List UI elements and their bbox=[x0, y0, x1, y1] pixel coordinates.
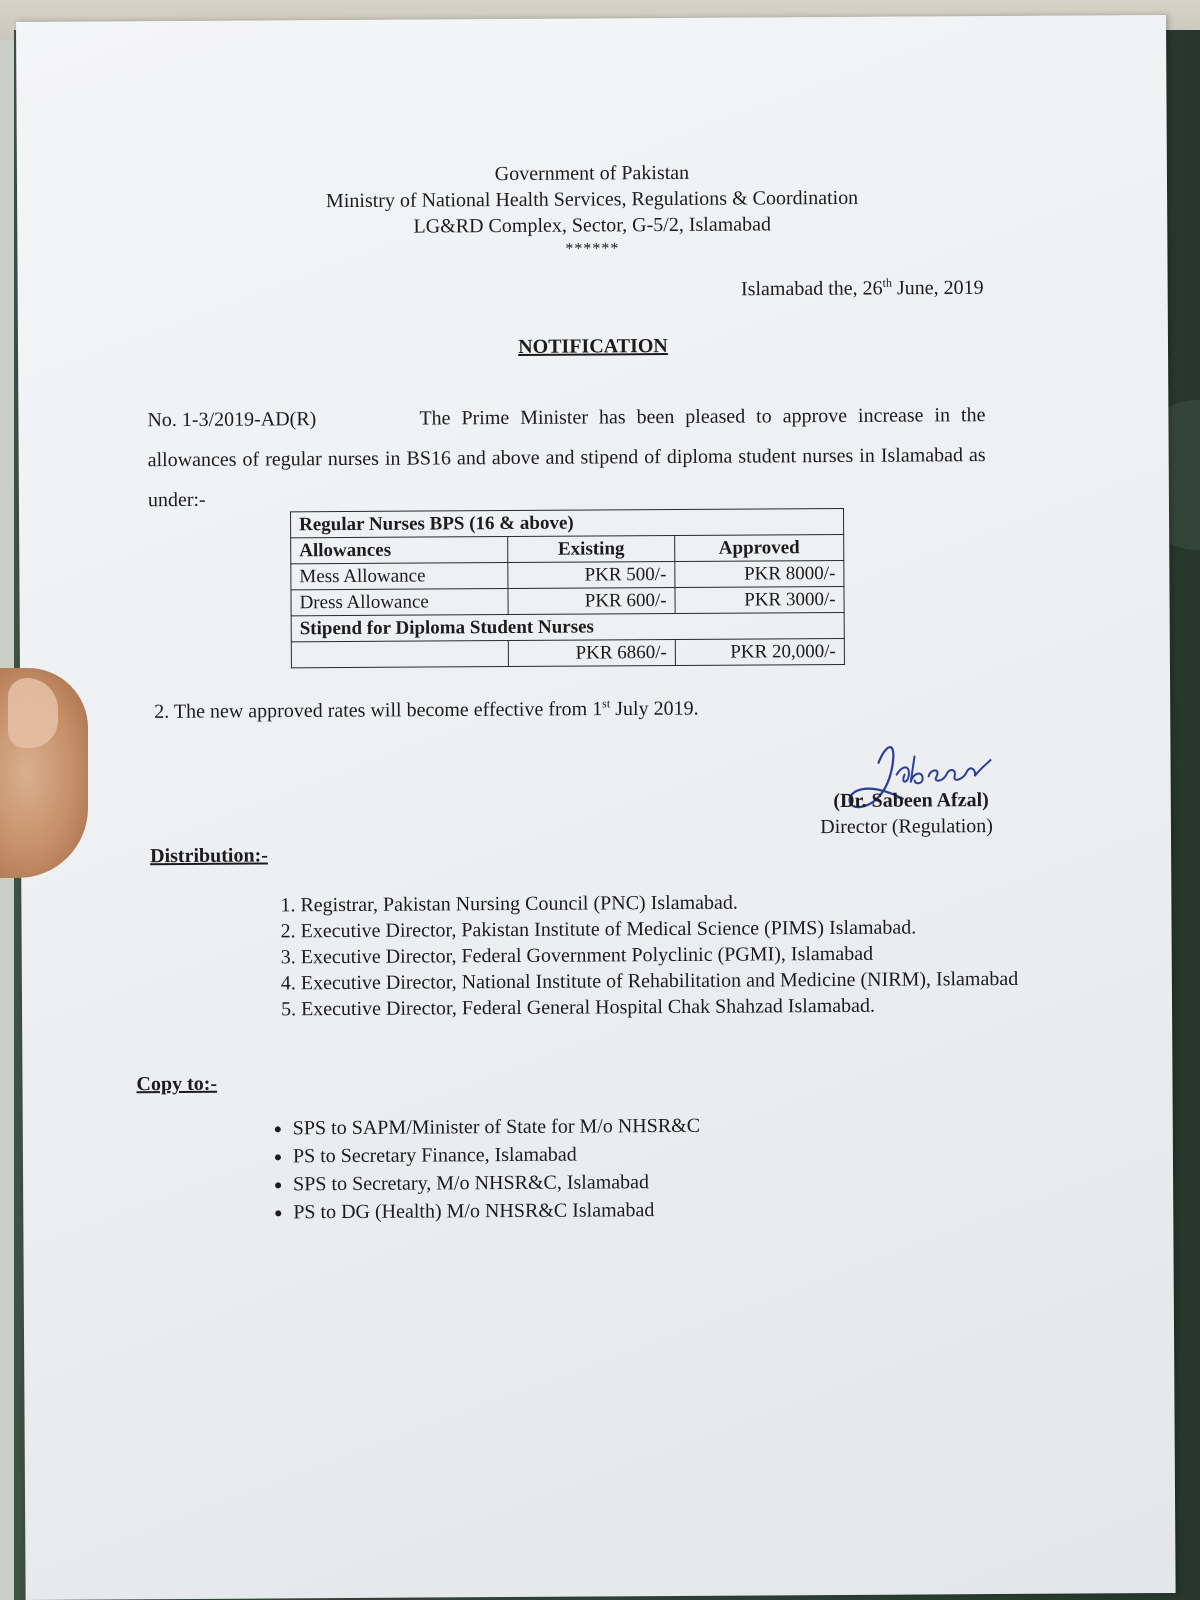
reference-number: No. 1-3/2019-AD(R) bbox=[147, 408, 317, 432]
list-item: 5. Executive Director, Federal General Hospital Chak Shahzad Islamabad. bbox=[301, 992, 1051, 1023]
header-separator: ****** bbox=[565, 240, 620, 258]
list-item: • SPS to SAPM/Minister of State for M/o NHSR&C bbox=[293, 1112, 700, 1142]
copy-to-heading: Copy to:- bbox=[136, 1072, 218, 1096]
list-item: 4. Executive Director, National Institute of Rehabilitation and Medicine (NIRM), Islamabad bbox=[301, 966, 1051, 997]
date-ordinal: th bbox=[882, 275, 892, 290]
signatory-designation: Director (Regulation) bbox=[820, 815, 993, 839]
signatory-name: (Dr. Sabeen Afzal) bbox=[833, 789, 989, 813]
table-section-row bbox=[291, 612, 844, 641]
column-header-existing: Existing bbox=[508, 535, 675, 562]
paragraph2-ordinal: st bbox=[602, 696, 611, 711]
table-row bbox=[291, 586, 844, 615]
table-row bbox=[291, 560, 844, 589]
section-title-regular-nurses: Regular Nurses BPS (16 & above) bbox=[290, 508, 843, 537]
table-cell: PKR 600/- bbox=[508, 587, 675, 614]
table-row bbox=[291, 638, 844, 667]
paragraph2-rest: July 2019. bbox=[610, 697, 699, 721]
allowances-table bbox=[290, 508, 845, 668]
table-cell: Dress Allowance bbox=[291, 589, 508, 616]
list-item: 1. Registrar, Pakistan Nursing Council (PNC) Islamabad. bbox=[300, 888, 1050, 919]
table-cell bbox=[291, 641, 508, 668]
paragraph2-prefix: 2. The new approved rates will become effective from 1 bbox=[154, 698, 603, 723]
document-page bbox=[16, 15, 1176, 1600]
notification-paragraph bbox=[147, 395, 986, 520]
table-cell: PKR 20,000/- bbox=[675, 638, 844, 665]
header-government: Government of Pakistan bbox=[494, 161, 690, 186]
list-item: • SPS to Secretary, M/o NHSR&C, Islamabad bbox=[293, 1168, 700, 1198]
table-cell: Mess Allowance bbox=[291, 563, 508, 590]
list-item: • PS to Secretary Finance, Islamabad bbox=[293, 1140, 700, 1170]
document-title: NOTIFICATION bbox=[518, 335, 668, 358]
section-title-stipend: Stipend for Diploma Student Nurses bbox=[291, 612, 844, 641]
list-item: • PS to DG (Health) M/o NHSR&C Islamabad bbox=[293, 1196, 700, 1226]
effective-date-paragraph bbox=[154, 696, 698, 724]
column-header-approved: Approved bbox=[675, 534, 844, 561]
table-cell: PKR 3000/- bbox=[675, 586, 844, 613]
date-prefix: Islamabad the, 26 bbox=[740, 277, 883, 301]
table-header-row bbox=[291, 534, 844, 563]
distribution-list bbox=[264, 888, 1051, 1023]
date-rest: June, 2019 bbox=[891, 276, 984, 300]
thumb-nail bbox=[8, 678, 58, 748]
notification-body: The Prime Minister has been pleased to approve increase in the allowances of regular nurses in BS16 and above and stipend of diploma student nurses in Islamabad as under:- bbox=[147, 404, 986, 512]
list-item: 2. Executive Director, Pakistan Institute of Medical Science (PIMS) Islamabad. bbox=[300, 914, 1050, 945]
table-cell: PKR 6860/- bbox=[508, 639, 675, 666]
list-item: 3. Executive Director, Federal Government Polyclinic (PGMI), Islamabad bbox=[301, 940, 1051, 971]
column-header-allowances: Allowances bbox=[291, 537, 508, 564]
table-section-row bbox=[290, 508, 843, 537]
distribution-heading: Distribution:- bbox=[150, 844, 268, 868]
header-address: LG&RD Complex, Sector, G-5/2, Islamabad bbox=[413, 213, 772, 238]
table-cell: PKR 500/- bbox=[508, 561, 675, 588]
header-ministry: Ministry of National Health Services, Regulations & Coordination bbox=[325, 186, 859, 213]
document-date bbox=[741, 275, 984, 301]
table-cell: PKR 8000/- bbox=[675, 560, 844, 587]
copy-to-list bbox=[261, 1112, 701, 1227]
